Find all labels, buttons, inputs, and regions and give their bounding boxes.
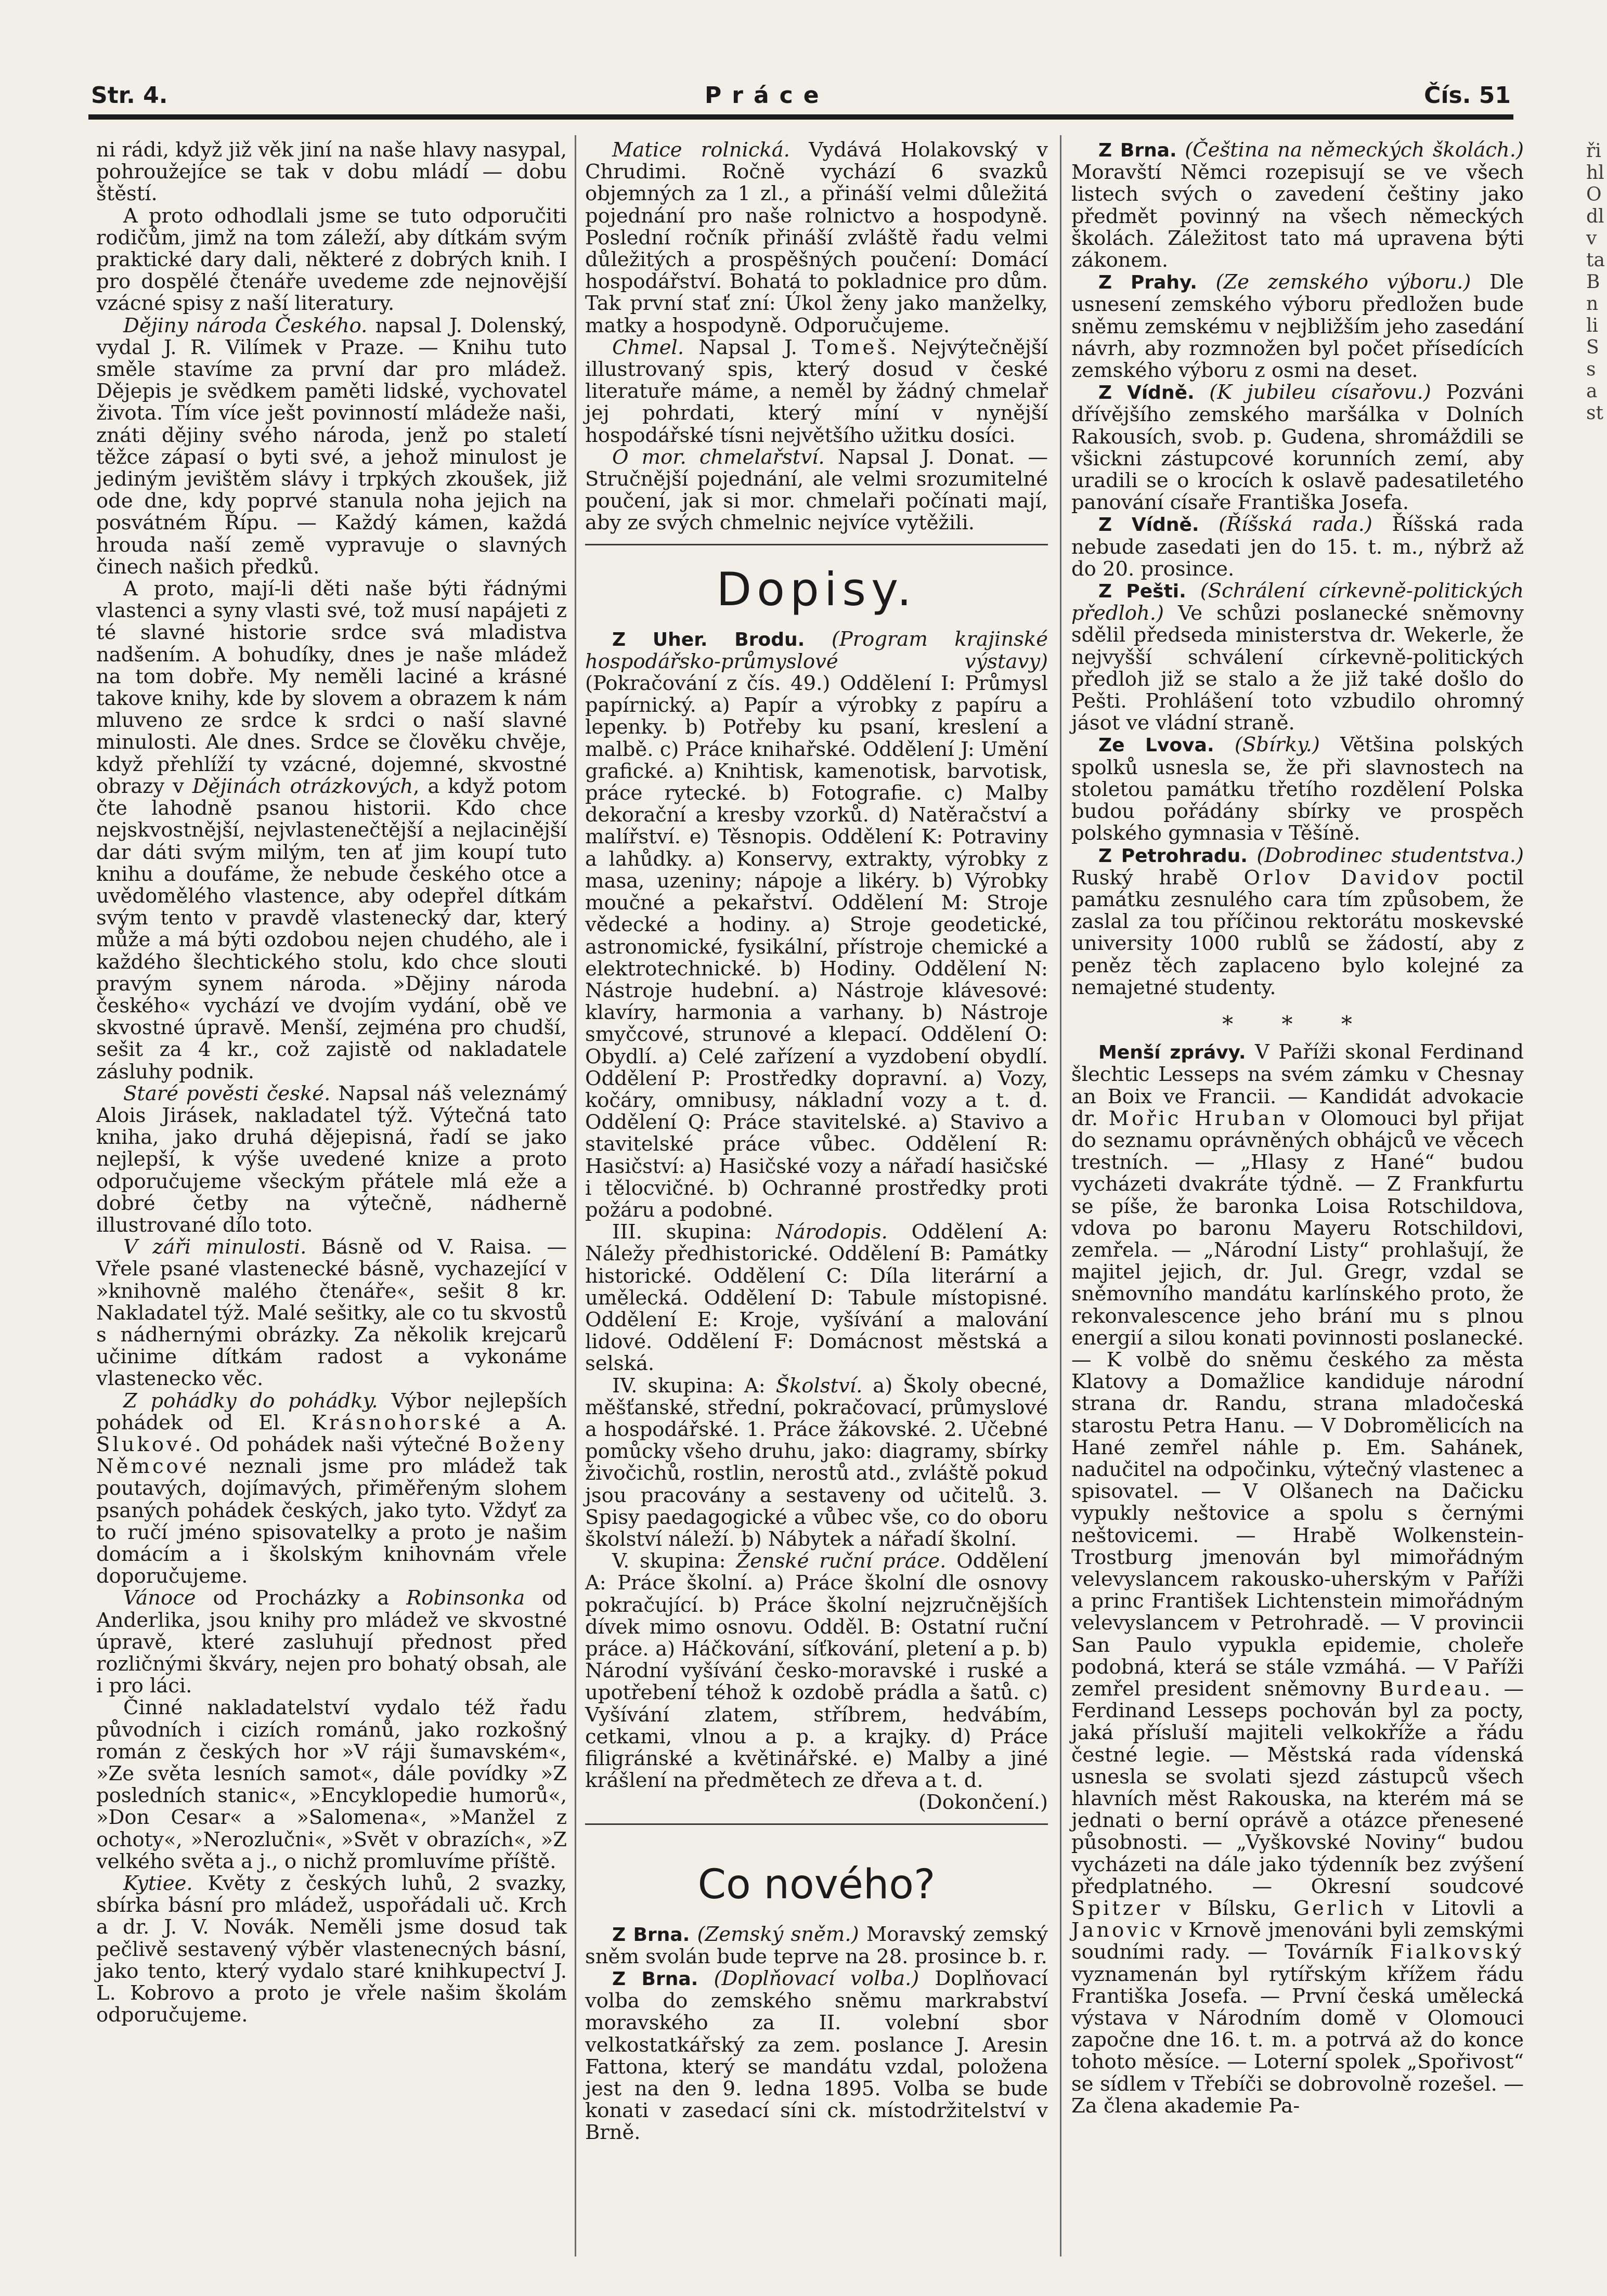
book-review <box>585 447 1048 534</box>
paragraph: ni rádi, když již věk jiní na naše hlavy nasypal, pohroužejíce se tak v dobu mládí — dobu štěstí. <box>96 138 567 206</box>
news-item <box>1071 139 1524 271</box>
item-text: Většina polských spolků usnesla se, že při slavnostech na stoletou památku třetího rozdělení Polska budou pořádány sbírky ve prospěch polského gymnasia v Těšíně. <box>1071 733 1524 845</box>
dateline: Menší zprávy. <box>1098 1042 1246 1064</box>
text-span: v Bílsku, <box>1179 1897 1277 1921</box>
review-text: Vydává Holakovský v Chrudimi. Ročně vychází 6 svazků objemných za 1 zl., a přináší velmi důležitá pojednání pro naše rolnictvo a hospodyně. Poslední ročník přináší zvláště řadu velmi důležitých a prospěšných poučení: Domácí hospodářství. Bohatá to pokladnice pro dům. Tak první stať zní: Úkol ženy jako manželky, matky a hospodyně. Odporučujeme. <box>585 138 1048 337</box>
book-title: Dějiny národa Českého. <box>123 314 368 337</box>
person-name: Orlov Davidov <box>1243 866 1441 890</box>
column-right <box>1071 139 1524 2117</box>
text-span: Napsal J. <box>698 335 797 359</box>
text-span: v Litovli a <box>1403 1897 1524 1921</box>
text-span: V Paříži skonal Ferdinand šlechtic Lesseps na svém zámku v Chesnay an Boix ve Francii. — Kandidát advokacie dr. <box>1071 1040 1524 1130</box>
section-rule <box>585 1823 1048 1825</box>
text-span: Ruský hrabě <box>1071 866 1218 890</box>
item-subject: Národopis. <box>775 1220 888 1244</box>
item-text: Dle usnesení zemského výboru předložen bude sněmu zemskému v nejbližším jeho zasedání návrh, aby rozmnožen byl počet přísedících zemského výboru z osmi na deset. <box>1071 270 1524 383</box>
news-item <box>1071 845 1524 999</box>
item-text: (Pokračování z čís. 49.) Oddělení I: Průmysl papírnický. a) Papír a výrobky z papíru a lepenky. b) Potřeby ku psaní, kreslení a malbě. c) Práce knihařské. Oddělení J: Umění grafické. a) Knihtisk, kamenotisk, barvotisk, práce rytecké. b) Fotografie. c) Malby dekorační a kresby vzorků. d) Natěračství a malířství. e) Těsnopis. Oddělení K: Potraviny a lahůdky. a) Konservy, extrakty, výrobky z masa, uzeniny; nápoje a likéry. b) Výrobky moučné a pekařství. Oddělení M: Stroje vědecké a hodiny. a) Stroje geodetické, astronomické, fysikální, přístroje chemické a elektrotechnické. b) Hodiny. Oddělení N: Nástroje hudební. a) Nástroje klávesové: klavíry, harmonia a varhany. b) Nástroje smyčcové, strunové a klepací. Oddělení O: Obydlí. a) Celé zařízení a vyzdobení obydlí. Oddělení P: Prostředky dopravní. a) Vozy, kočáry, omnibusy, nákladní vozy a t. d. Oddělení Q: Práce stavitelské. a) Stavivo a stavitelské práce vůbec. Oddělení R: Hasičství: a) Hasičské vozy a nářadí hasičské i tělocvičné. b) Ochranné prostředky proti požáru a podobné. <box>585 672 1048 1222</box>
letter-item <box>585 1375 1048 1551</box>
fragment-line: s <box>1586 359 1596 380</box>
text-span: Výbor nejlepších pohádek od El. <box>96 1389 567 1434</box>
text-span: a) Školy obecné, měšťanské, střední, pokračovací, průmyslové a hospodářské. 1. Práce žákovské. 2. Učebné pomůcky všeho druhu, jako: diagramy, sbírky živočichů, rostlin, nerostů atd., zvláště pokud jsou pracovány a sestaveny od učitelů. 3. Spisy paedagogické a vůbec vše, co do oboru školství náleží. b) Nábytek a nářadí školní. <box>585 1374 1048 1551</box>
text-span: III. skupina: <box>612 1220 753 1244</box>
item-subject: (Program krajinské hospodářsko-průmyslové výstavy) <box>585 627 1048 673</box>
item-subject: (K jubileu císařovu.) <box>1209 381 1431 405</box>
item-text: Říšská rada nebude zasedati jen do 15. t. m., nýbrž až do 20. prosince. <box>1071 513 1524 581</box>
item-subject: (Říšská rada.) <box>1219 513 1372 537</box>
book-title: O mor. chmelařství. <box>612 445 825 469</box>
section-title-dopisy: Dopisy. <box>716 562 917 616</box>
dateline: Z Pešti. <box>1098 581 1186 603</box>
news-item <box>1071 382 1524 514</box>
item-text: Moravský zemský sněm svolán bude teprve na 28. prosince b. r. <box>585 1922 1048 1968</box>
book-review <box>96 1390 567 1588</box>
section-rule <box>585 544 1048 545</box>
text-span: IV. skupina: A: <box>612 1374 766 1398</box>
column-divider-2 <box>1060 135 1061 2256</box>
page-number: Str. 4. <box>91 82 168 109</box>
item-subject: Školství. <box>775 1374 863 1398</box>
item-subject: (Schrálení církevně-politických předloh.) <box>1071 579 1524 625</box>
item-subject: (Doplňovací volba.) <box>714 1967 919 1991</box>
book-title: Z pohádky do pohádky. <box>123 1389 378 1413</box>
text-span: Oddělení A: Náležy předhistorické. Oddělení B: Památky historické. Oddělení C: Díla literární a umělecká. Oddělení D: Tabule místopisné. Oddělení E: Kroje, vyšívání a malování lidové. Oddělení F: Domácnost městská a selská. <box>585 1220 1048 1376</box>
review-text: napsal J. Dolenský, vydal J. R. Vilímek v Praze. — Knihu tuto směle stavíme za první dar pro mládež. Dějepis je svědkem paměti lidské, vychovatel života. Tím více ješt povinností mládeže naši, znáti dějiny svého národa, jenž po staletí těžce zápasí o byti své, a jehož minulost je jediným jevištěm slávy i trpkých zkoušek, již ode dne, kdy poprvé stanula noha jejich na posvátném Řípu. — Každý kámen, každá hrouda naší země vypravuje o slavných činech našich předků. <box>96 314 567 579</box>
text-span: od Anderlika, jsou knihy pro mládež ve skvostné úpravě, které zasluhují přednost před rozličnými škváry, nejen pro bohatý obsah, ale i pro láci. <box>96 1586 567 1698</box>
paragraph: Činné nakladatelství vydalo též řadu původních i cizích románů, jako rozkošný román z českých hor »V ráji šumavském«, »Ze světa lesních samot«, dále povídky »Z posledních stanic«, »Encyklopedie humorů«, »Don Cesar« a »Salomena«, »Manžel z ochoty«, »Nerozlučni«, »Svět v obrazích«, »Z velkého světa a j., o nichž promluvíme příště. <box>96 1696 567 1873</box>
book-title: Dějinách otrázkových <box>192 774 413 798</box>
item-subject: (Dobrodinec studentstva.) <box>1256 843 1524 867</box>
book-title: V záři minulosti. <box>123 1235 307 1259</box>
item-text: Pozváni dřívějšího zemského maršálka v Dolních Rakousích, svob. p. Gudena, shromáždili se všickni zástupcové korunních zemí, aby uradili se o krocích k oslavě padesatiletého panování císaře Františka Josefa. <box>1071 381 1524 515</box>
adjacent-page-fragment <box>1586 140 1607 424</box>
item-text: Moravští Němci rozepisují se ve všech listech svých o zavedení češtiny jako předmět povinný na všech německých školách. Záležitost tato má upravena býti zákonem. <box>1071 161 1524 272</box>
dateline: Z Petrohradu. <box>1098 845 1248 867</box>
book-review <box>96 1236 567 1390</box>
item-subject: (Čeština na německých školách.) <box>1185 138 1524 162</box>
book-review <box>96 1587 567 1697</box>
review-text: Básně od V. Raisa. — Vřele psané vlastenecké básně, vychazející v »knihovně malého čtenáře«, sešit 8 kr. Nakladatel týž. Malé sešitky, ale co tu skvostů s nádhernými obrázky. Za několik krejcarů učinime dítkám radost a vykonáme vlastenecko věc. <box>96 1235 567 1391</box>
column-left <box>96 139 567 2026</box>
continuation-note: (Dokončení.) <box>918 1791 1048 1815</box>
item-subject: (Ze zemského výboru.) <box>1215 270 1471 294</box>
news-item <box>1071 271 1524 382</box>
text-span: poctil památku zesnulého cara tím způsobem, že zaslal za tou příčinou rektorátu moskevské university 1000 rublů se žádostí, aby z peněz těch zaplaceno bylo kolejné za nemajetné studenty. <box>1071 866 1524 999</box>
fragment-line: dl <box>1586 206 1604 227</box>
fragment-line: O <box>1586 184 1602 205</box>
text-span: A proto, mají-li děti naše býti řádnými vlastenci a syny vlasti své, tož musí napájeti z té slavné historie srdce svá mladistva nadšením. A bohudíky, dnes je naše mládež na tom dobře. My neměli laciné a krásné takove knihy, kde by slovem a obrazem k nám mluveno ze srdce k srdci o naší slavné minulosti. Ale dnes. Srdce se člověku chvěje, když přehlíží ty vzácné, dojemné, skvostné obrazy v <box>96 577 567 798</box>
book-review <box>96 1873 567 2026</box>
person-name: Janovic <box>1071 1919 1163 1942</box>
dateline: Z Brna. <box>612 1968 698 1990</box>
item-text: Doplňovací volba do zemského sněmu markrabství moravského za II. volební sbor velkostatkářský za zem. poslance J. Aresin Fattona, který se mandátu vzdal, položena jest na den 9. ledna 1895. Volba se bude konati v zasedací síni ck. místodržitelství v Brně. <box>585 1967 1048 2145</box>
dateline: Z Uher. Brodu. <box>612 629 805 650</box>
text-span: , a když potom čte lahodně psanou historii. Kdo chce nejskvostnější, nejvlastenečtější a nejlacinější dar dáti svým milým, ten ať jim koupí tuto knihu a doufáme, že nebude českého otce a uvědomělého vlastence, aby odepřel dítkám svým tento v pravdě vlastenecký dar, který může a má býti ozdobou nejen chudého, ale i každého šlechtického stolu, kdo chce slouti pravým synem národa. »Dějiny národa českého« vychází ve dvojím vydání, obě ve skvostné úpravě. Menší, zejména pro chudší, sešit za 4 kr., což zajistě od nakladatele zásluhy podnik. <box>96 774 567 1084</box>
text-span: V. skupina: <box>612 1549 726 1573</box>
text-span: Oddělení A: Práce školní. a) Práce školní dle osnovy pokračující. b) Práce školní nejzručnějších dívek mimo osnovu. Odděl. B: Ostatní ruční práce. a) Háčkování, síťkování, pletení a p. b) Národní vyšívání česko-moravské i ruské a upotřebení téhož k ozdobě prádla a šatů. c) Vyšívání zlatem, stříbrem, hedvábím, cetkami, vlnou a p. a krajky. d) Práce filigránské a květinářské. e) Malby a jiné krášlení na předmětech ze dřeva a t. d. <box>585 1549 1048 1793</box>
person-name: Gerlich <box>1293 1897 1386 1921</box>
letter-item <box>585 1550 1048 1814</box>
paragraph: A proto odhodlali jsme se tuto odporučiti rodičům, jimž na tom záleží, aby dítkám svým praktické dary dali, některé z dobrých knih. I pro dospělé čtenáře uvedeme zde nejnovější vzácné spisy z naší literatury. <box>96 204 567 316</box>
text-span: neznali jsme pro mládež tak poutavých, dojímavých, přiměřeným slohem psaných pohádek českých, jako tyto. Vždyť za to ručí jméno spisovatelky a proto je našim domácím a i školským knihovnám vřele doporučujeme. <box>96 1455 567 1588</box>
text-span: v Olomouci byl přijat do seznamu oprávněných obhájců ve věcech trestních. — „Hlasy z Hané“ budou vycházeti dvakráte týdně. — Z Frankfurtu se píše, že baronka Loisa Rotschildova, vdova po baronu Mayeru Rotschildovi, zemřela. — „Národní Listy“ prohlašují, že majitel jejich, dr. Jul. Gregr, vzdal se sněmovního mandátu karlínského proto, že rekonvalescence jeho brání mu s plnou energií a silou konati povinnosti poslanecké. — K volbě do sněmu českého za města Klatovy a Domažlice kandiduje národní strana dr. Randu, strana mladočeská starostu Petra Hanu. — V Dobromělicích na Hané zemřel náhle p. Em. Sahánek, nadučitel na odpočinku, výtečný vlastenec a spisovatel. — V Olšanech na Dačicku vypukly neštovice a spolu s černými neštovicemi. — Hrabě Wolkenstein-Trostburg jmenován byl mimořádným velevyslancem rakousko-uherským v Paříži a princ František Lichtenstein mimořádným velevyslancem v Petrohradě. — V provincii San Paulo vypukla epidemie, choleře podobná, která se stále vzmáhá. — V Paříži zemřel president sněmovny <box>1071 1106 1524 1701</box>
item-subject: (Sbírky.) <box>1234 733 1320 757</box>
fragment-line: a <box>1586 381 1598 402</box>
column-middle <box>585 139 1048 2144</box>
fragment-line: st <box>1586 402 1603 424</box>
section-separator-stars: * * * <box>1222 1011 1373 1037</box>
short-news <box>1071 1041 1524 2117</box>
news-item <box>1071 580 1524 734</box>
review-text: Napsal J. Donat. — Stručnější pojednání, ale velmi srozumitelné poučení, jak si mor. chmelaři počínati mají, aby ze svých chmelnic nejvíce vytěžili. <box>585 445 1048 535</box>
news-item <box>585 1968 1048 2144</box>
text-span: . Nejvýtečnější illustrovaný spis, který dosud v české literatuře máme, a neměl by žádný chmelař jej pohrdati, který míní v nynější hospodářské tísni největšího užitku dosíci. <box>585 335 1048 447</box>
news-item <box>1071 514 1524 580</box>
fragment-line: v <box>1586 228 1597 249</box>
person-name: Fialkovský <box>1390 1940 1524 1964</box>
person-name: Mořic Hruban <box>1108 1106 1288 1130</box>
fragment-line: li <box>1586 315 1599 336</box>
book-title: Matice rolnická. <box>612 138 790 162</box>
fragment-line: S <box>1586 337 1599 358</box>
dateline: Z Vídně. <box>1098 514 1199 536</box>
book-title: Chmel. <box>612 335 684 359</box>
fragment-line: hl <box>1586 162 1604 184</box>
author-name: Tomeš <box>812 335 890 359</box>
item-subject: Ženské ruční práce. <box>736 1549 947 1573</box>
fragment-line: B <box>1586 271 1600 293</box>
text-span: . — Ferdinand Lesseps pochován byl za pocty, jaká přísluší majiteli velkokříže a řádu čestné legie. — Městská rada vídenská usnesla se svolati sjezd zástupců všech hlavních měst Rakouska, na kterém má se jednati o berní oprávě a otázce přenesené působnosti. — „Vyškovské Noviny“ budou vycházeti na dále jako týdenník bez zvýšení předplatného. — Okresní soudcové <box>1071 1677 1524 1898</box>
person-name: Spitzer <box>1071 1897 1163 1921</box>
author-name: Boženy Němcové <box>96 1432 567 1479</box>
book-review <box>585 139 1048 337</box>
item-subject: (Zemský sněm.) <box>697 1922 859 1946</box>
text-span: . Od pohádek naši výtečné <box>195 1432 470 1456</box>
dateline: Z Prahy. <box>1098 272 1197 294</box>
news-item <box>1071 734 1524 844</box>
text-span: v Krnově jmenováni byli zemskými soudními rady. — Továrník <box>1071 1919 1524 1964</box>
item-text: Ve schůzi poslanecké sněmovny sdělil předseda ministerstva dr. Wekerle, že nejvyšší schválení církevně-politických předloh již se stalo a že již také došlo do Pešti. Prohlášení toto vzbudilo ohromný jásot ve vládní straně. <box>1071 602 1524 735</box>
section-title-co-noveho: Co nového? <box>697 1861 936 1908</box>
dateline: Ze Lvova. <box>1098 735 1214 756</box>
letter-item <box>585 1221 1048 1375</box>
book-title: Kytiee. <box>123 1872 193 1896</box>
issue-number: Čís. 51 <box>1424 82 1511 109</box>
text-span: a A. <box>508 1411 567 1434</box>
person-name: Burdeau <box>1379 1677 1484 1701</box>
book-title: Robinsonka <box>406 1586 525 1610</box>
masthead-title: Práce <box>705 82 830 109</box>
dateline: Z Brna. <box>1098 140 1177 161</box>
author-name: Krásnohorské <box>311 1411 483 1434</box>
dateline: Z Vídně. <box>1098 382 1195 404</box>
fragment-line: ta <box>1586 250 1605 271</box>
book-review <box>585 337 1048 447</box>
letter-item <box>585 629 1048 1221</box>
book-review <box>96 1083 567 1236</box>
news-item <box>585 1924 1048 1968</box>
book-review <box>96 315 567 578</box>
text-span: od Procházky a <box>213 1586 390 1610</box>
column-divider-1 <box>575 135 576 2256</box>
book-title: Vánoce <box>123 1586 196 1610</box>
review-text: Květy z českých luhů, 2 svazky, sbírka básní pro mládež, uspořádali uč. Krch a dr. J. V. Novák. Neměli jsme dosud tak pečlivě sestavený výběr vlastenecných básní, jako tento, který vydalo staré knihkupectví J. L. Kobrovo a proto je vřele našim školám odporučujeme. <box>96 1872 567 2027</box>
paragraph <box>96 578 567 1083</box>
header-rule <box>88 114 1513 120</box>
fragment-line: n <box>1586 293 1599 315</box>
book-title: Staré pověsti české. <box>123 1081 331 1105</box>
author-name: Slukové <box>96 1432 195 1456</box>
dateline: Z Brna. <box>612 1924 690 1946</box>
review-text: Napsal náš veleznámý Alois Jirásek, nakladatel týž. Výtečná tato kniha, jako druhá dějepisná, řadí se jako nejlepší, k výše uvedené knize a proto odporučujeme všeckým přátele mlá eže a dobré četby na výtečně, nádherně illustrované dílo toto. <box>96 1081 567 1237</box>
fragment-line: ři <box>1586 140 1601 162</box>
page-header <box>91 78 1511 114</box>
text-span: vyznamenán byl rytířským křížem řádu Františka Josefa. — První česká umělecká výstava v Národním domě v Olomouci započne dne 16. t. m. a potrvá až do konce tohoto měsíce. — Loterní spolek „Spořivost“ se sídlem v Třebíči se dobrovolně rozešel. — Za člena akademie Pa- <box>1071 1962 1524 2118</box>
